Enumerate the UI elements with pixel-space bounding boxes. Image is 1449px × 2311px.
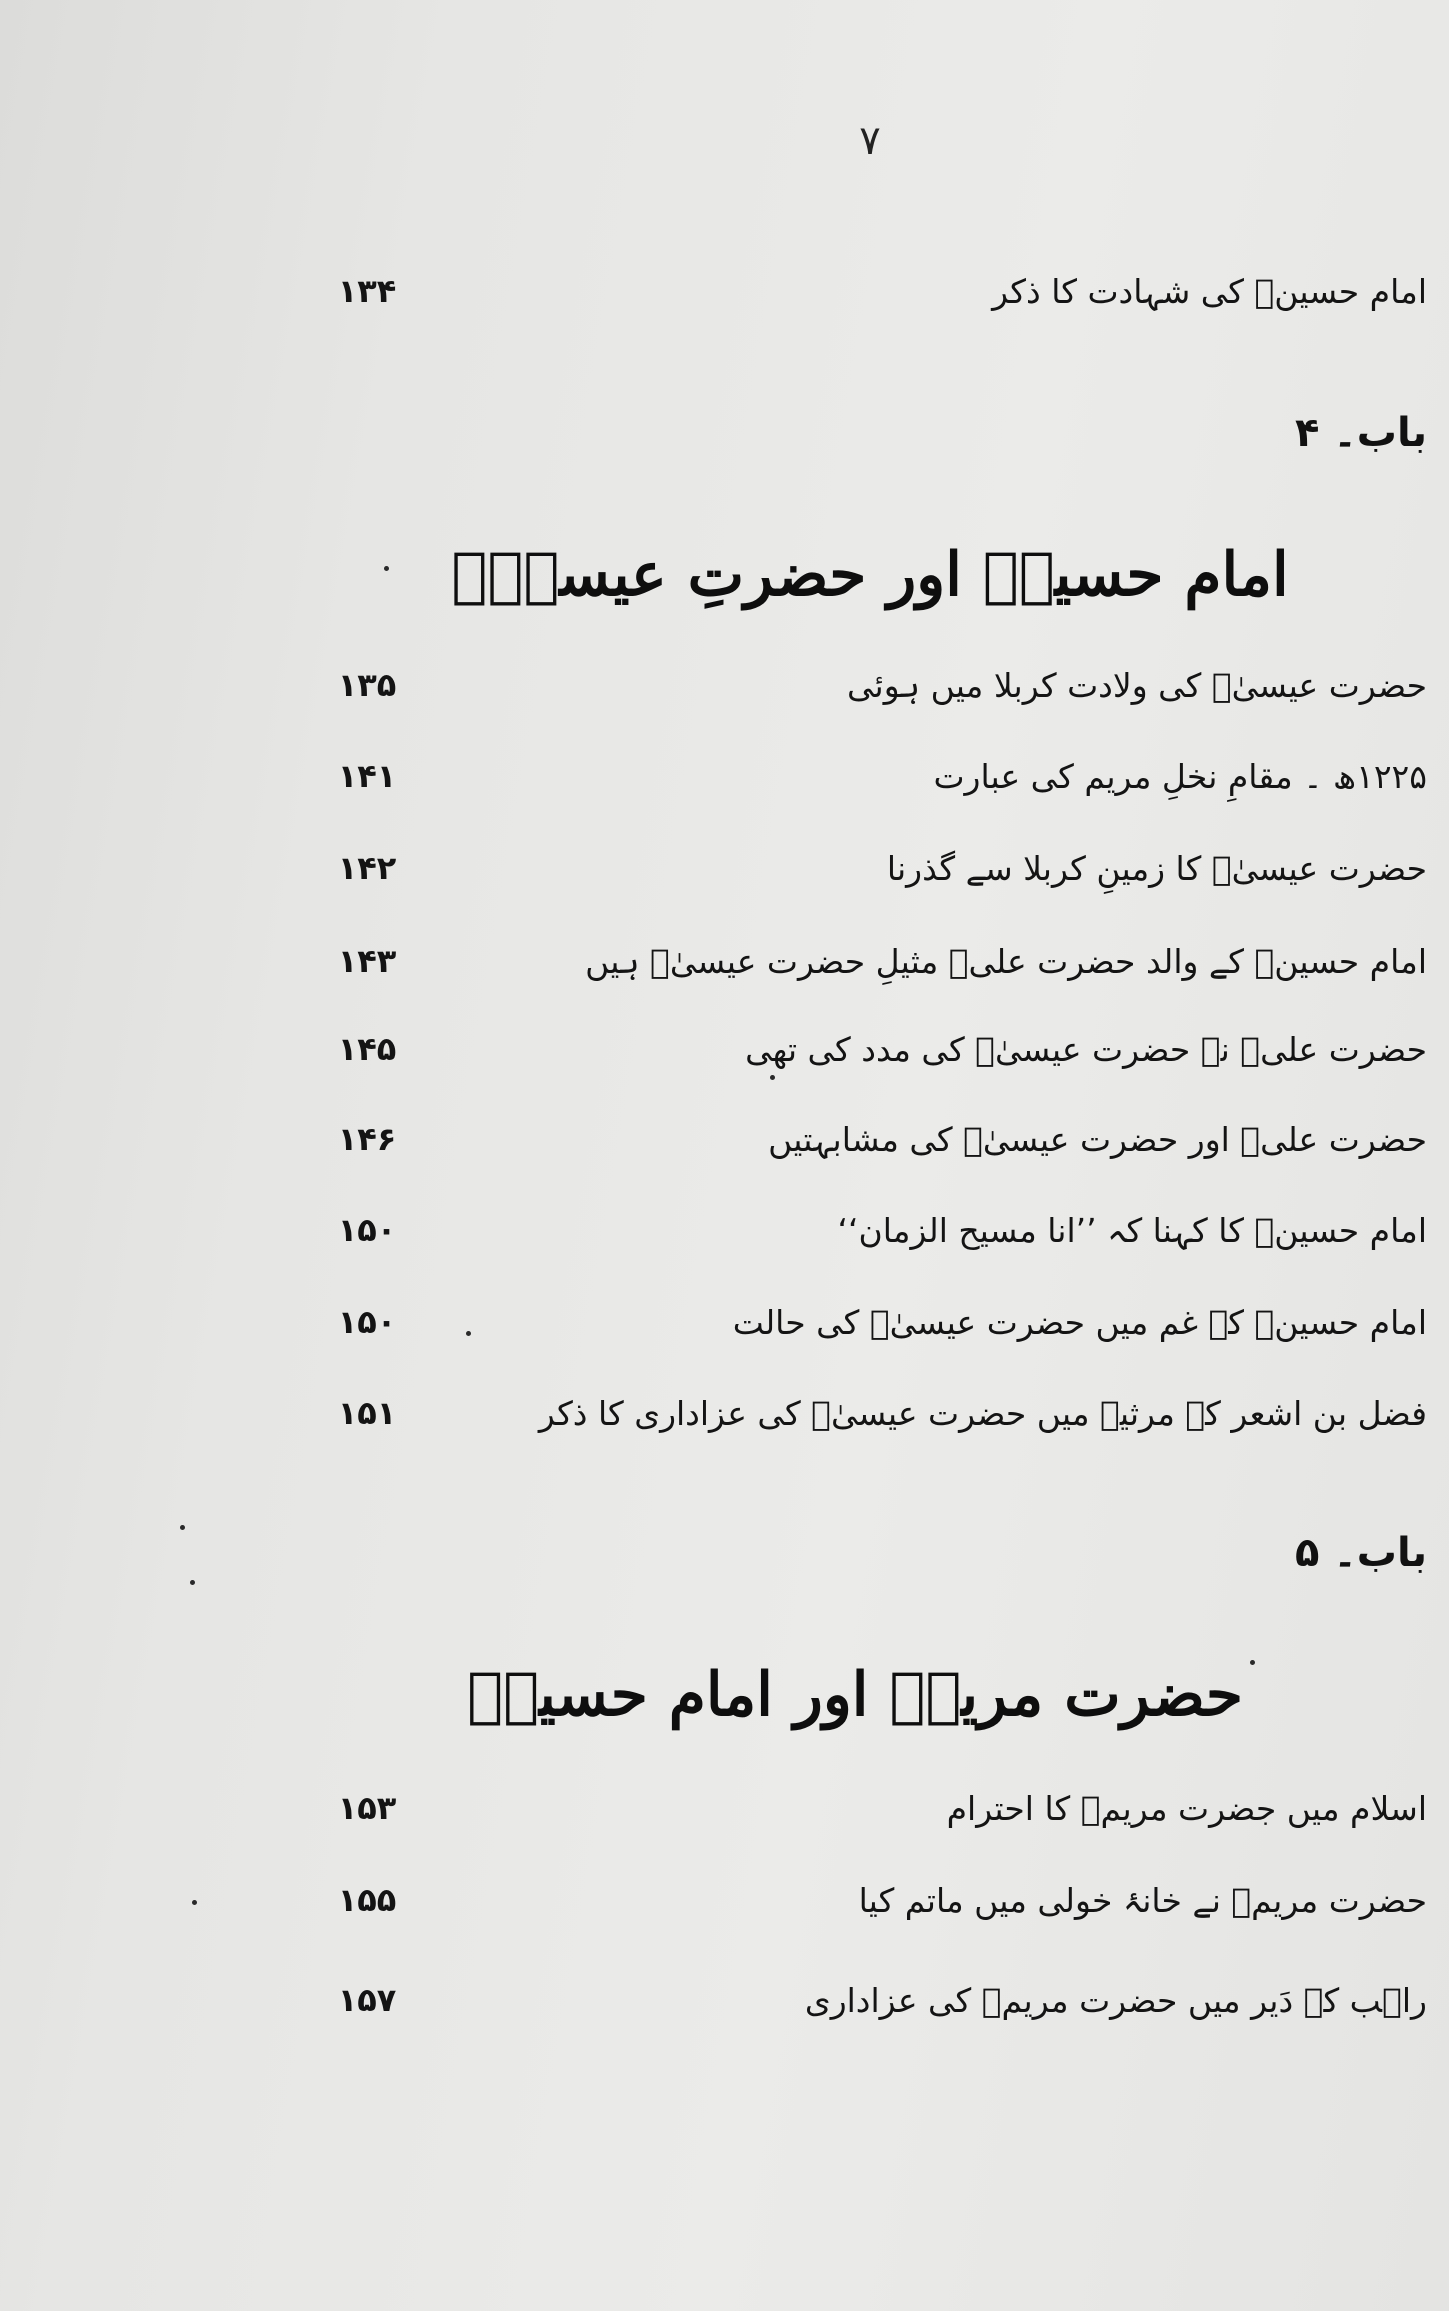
chapter-label: باب۔ ۴ — [1294, 410, 1427, 456]
toc-entry — [0, 1881, 1449, 1933]
toc-entry — [0, 1981, 1449, 2033]
toc-entry-title: امام حسینؑ کے غم میں حضرت عیسیٰؑ کی حالت — [732, 1303, 1427, 1342]
toc-entry-page: ۱۵۷ — [337, 1981, 397, 2019]
toc-entry — [0, 757, 1449, 809]
toc-entry-title: حضرت علیؑ اور حضرت عیسیٰؑ کی مشابہتیں — [768, 1120, 1427, 1159]
toc-entry-page: ۱۵۳ — [337, 1789, 397, 1827]
toc-entry — [0, 849, 1449, 901]
toc-entry — [0, 1394, 1449, 1446]
toc-entry-page: ۱۴۶ — [337, 1120, 397, 1158]
toc-entry-title: حضرت مریمؑ نے خانۂ خولی میں ماتم کیا — [858, 1881, 1427, 1920]
toc-entry — [0, 942, 1449, 994]
toc-entry-page: ۱۴۳ — [337, 942, 397, 980]
chapter-heading: حضرت مریمؑ اور امام حسینؑ — [467, 1660, 1243, 1730]
toc-entry — [0, 1303, 1449, 1355]
toc-entry-page: ۱۵۱ — [337, 1394, 397, 1432]
toc-entry-page: ۱۵۵ — [337, 1881, 397, 1919]
toc-entry — [0, 1789, 1449, 1841]
scan-speck — [1250, 1660, 1255, 1665]
toc-entry-title: حضرت عیسیٰؑ کی ولادت کربلا میں ہوئی — [847, 666, 1427, 705]
toc-entry-title: راہب کے دَیر میں حضرت مریمؑ کی عزاداری — [804, 1981, 1427, 2020]
toc-entry-page: ۱۴۱ — [337, 757, 397, 795]
toc-entry-title: اسلام میں جضرت مریمؑ کا احترام — [946, 1789, 1427, 1828]
chapter-label: باب۔ ۵ — [1294, 1530, 1427, 1576]
toc-entry-title: حضرت عیسیٰؑ کا زمینِ کربلا سے گذرنا — [886, 849, 1427, 888]
scan-speck — [466, 1331, 471, 1336]
toc-entry-page: ۱۳۵ — [337, 666, 397, 704]
toc-entry-page: ۱۴۵ — [337, 1030, 397, 1068]
toc-entry-page: ۱۴۲ — [337, 849, 397, 887]
toc-entry-title: امام حسینؑ کے والد حضرت علیؑ مثیلِ حضرت عیسیٰؑ ہیں — [585, 942, 1427, 981]
toc-entry-title: حضرت علیؑ نے حضرت عیسیٰؑ کی مدد کی تھی — [745, 1030, 1427, 1069]
page-number: ۷ — [859, 118, 881, 164]
chapter-heading: امام حسینؑ اور حضرتِ عیسیٰؑ — [451, 540, 1289, 610]
toc-entry-page: ۱۵۰ — [337, 1211, 397, 1249]
toc-entry — [0, 272, 1449, 324]
scan-speck — [190, 1580, 195, 1585]
toc-entry — [0, 1211, 1449, 1263]
scan-speck — [384, 566, 389, 571]
scan-speck — [180, 1525, 185, 1530]
scan-speck — [770, 1075, 775, 1080]
toc-entry-page: ۱۳۴ — [337, 272, 397, 310]
toc-entry — [0, 666, 1449, 718]
toc-entry — [0, 1120, 1449, 1172]
toc-entry — [0, 1030, 1449, 1082]
toc-entry-title: ۱۲۲۵ھ ۔ مقامِ نخلِ مریم کی عبارت — [933, 757, 1427, 796]
scan-speck — [192, 1900, 197, 1905]
toc-entry-title: امام حسینؑ کا کہنا کہ ’’انا مسیح الزمان‘‘ — [837, 1211, 1427, 1250]
toc-entry-title: امام حسینؑ کی شہادت کا ذکر — [992, 272, 1427, 311]
toc-entry-page: ۱۵۰ — [337, 1303, 397, 1341]
toc-entry-title: فضل بن اشعر کے مرثیے میں حضرت عیسیٰؑ کی عزاداری کا ذکر — [538, 1394, 1427, 1433]
